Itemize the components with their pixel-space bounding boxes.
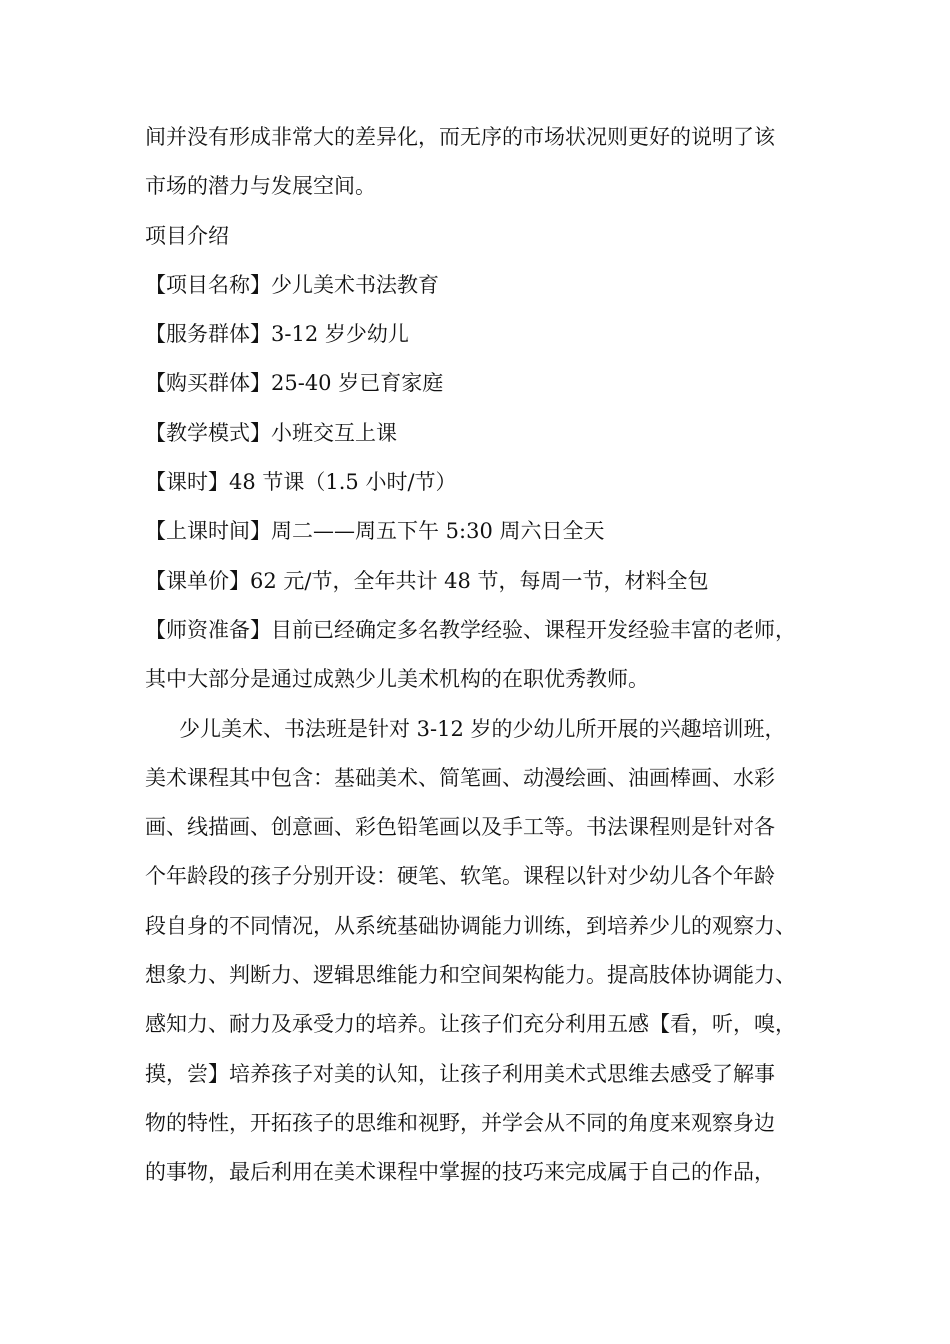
paragraph-line: 少儿美术、书法班是针对 3-12 岁的少幼儿所开展的兴趣培训班， [179, 716, 786, 741]
paragraph-line: 个年龄段的孩子分别开设：硬笔、软笔。课程以针对少幼儿各个年龄 [145, 864, 775, 889]
paragraph-line: 市场的潜力与发展空间。 [145, 174, 376, 199]
paragraph-line: 的事物，最后利用在美术课程中掌握的技巧来完成属于自己的作品， [145, 1160, 775, 1185]
paragraph-line: 段自身的不同情况，从系统基础协调能力训练，到培养少儿的观察力、 [145, 913, 796, 938]
project-name-line: 【项目名称】少儿美术书法教育 [145, 272, 439, 297]
buyer-group-line: 【购买群体】25-40 岁已育家庭 [145, 371, 444, 396]
section-heading: 项目介绍 [145, 223, 229, 248]
service-group-line: 【服务群体】3-12 岁少幼儿 [145, 322, 409, 347]
paragraph-line: 画、线描画、创意画、彩色铅笔画以及手工等。书法课程则是针对各 [145, 815, 775, 840]
faculty-line-continued: 其中大部分是通过成熟少儿美术机构的在职优秀教师。 [145, 667, 649, 692]
class-time-line: 【上课时间】周二——周五下午 5:30 周六日全天 [145, 519, 605, 544]
paragraph-line: 美术课程其中包含：基础美术、简笔画、动漫绘画、油画棒画、水彩 [145, 765, 775, 790]
faculty-line: 【师资准备】目前已经确定多名教学经验、课程开发经验丰富的老师， [145, 617, 796, 642]
document-body [145, 113, 810, 1198]
class-hours-line: 【课时】48 节课（1.5 小时/节） [145, 470, 457, 495]
paragraph-line: 感知力、耐力及承受力的培养。让孩子们充分利用五感【看，听，嗅， [145, 1012, 796, 1037]
paragraph-line: 物的特性，开拓孩子的思维和视野，并学会从不同的角度来观察身边 [145, 1110, 775, 1135]
teaching-mode-line: 【教学模式】小班交互上课 [145, 420, 397, 445]
paragraph-line: 间并没有形成非常大的差异化，而无序的市场状况则更好的说明了该 [145, 125, 775, 149]
paragraph-line: 摸，尝】培养孩子对美的认知，让孩子利用美术式思维去感受了解事 [145, 1061, 775, 1086]
paragraph-line: 想象力、判断力、逻辑思维能力和空间架构能力。提高肢体协调能力、 [145, 963, 796, 988]
unit-price-line: 【课单价】62 元/节，全年共计 48 节，每周一节，材料全包 [145, 568, 709, 593]
